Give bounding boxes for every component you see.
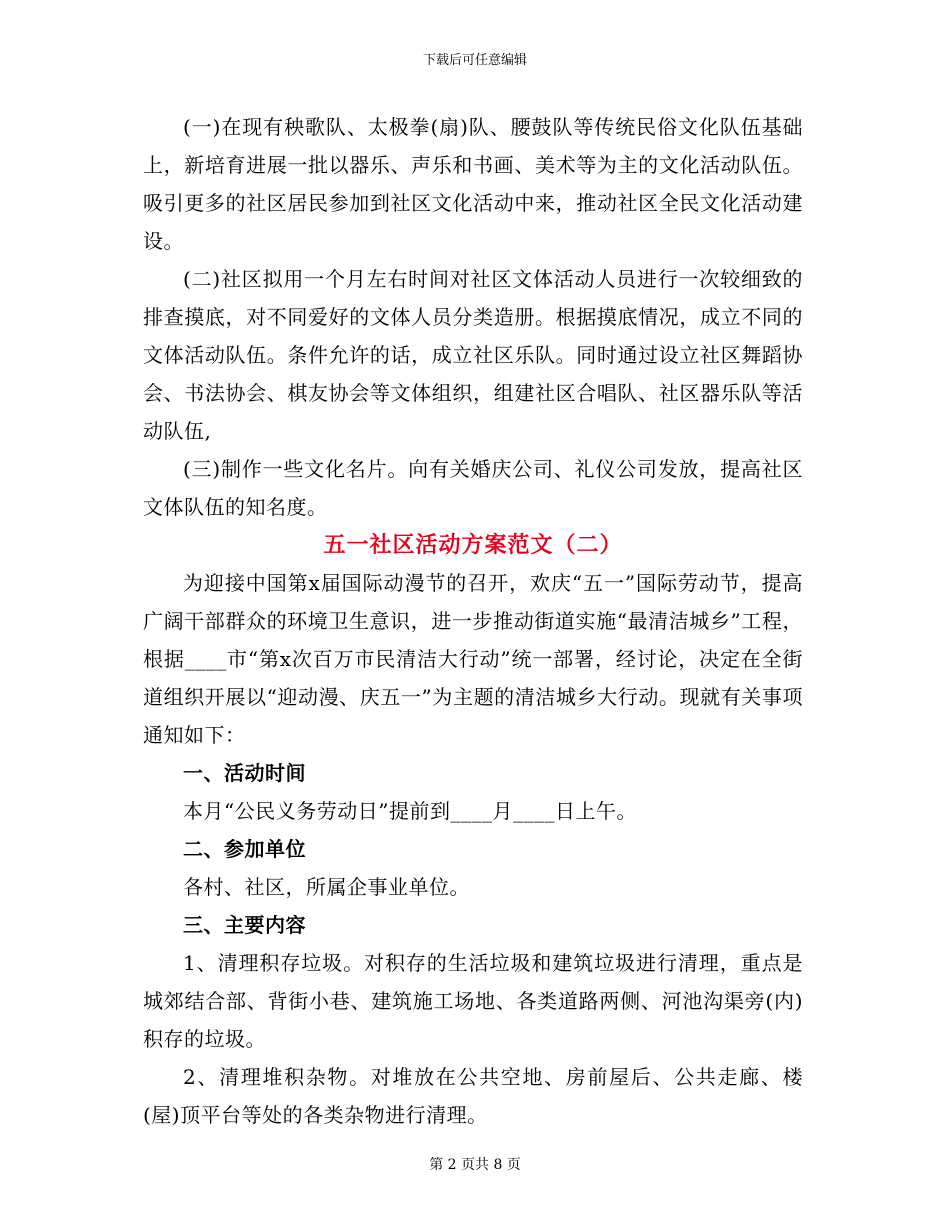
heading-participants: 二、参加单位 <box>183 837 306 861</box>
document-body <box>143 108 803 1134</box>
heading-activity-time: 一、活动时间 <box>183 761 306 785</box>
heading-main-content: 三、主要内容 <box>183 913 306 937</box>
content-item-2: 2、清理堆积杂物。对堆放在公共空地、房前屋后、公共走廊、楼(屋)顶平台等处的各类杂物进行清理。 <box>143 1065 803 1127</box>
paragraph-2: (二)社区拟用一个月左右时间对社区文体活动人员进行一次较细致的排查摸底，对不同爱好的文体人员分类造册。根据摸底情况，成立不同的文体活动队伍。条件允许的话，成立社区乐队。同时通过设立社区舞蹈协会、书法协会、棋友协会等文体组织，组建社区合唱队、社区器乐队等活动队伍, <box>143 267 803 443</box>
page-header: 下载后可任意编辑 <box>422 53 527 68</box>
section-title: 五一社区活动方案范文（二） <box>323 532 623 558</box>
page-footer: 第 2 页共 8 页 <box>429 1157 521 1173</box>
participants-text: 各村、社区，所属企事业单位。 <box>183 875 470 899</box>
paragraph-3: (三)制作一些文化名片。向有关婚庆公司、礼仪公司发放，提高社区文体队伍的知名度。 <box>143 457 803 519</box>
paragraph-1: (一)在现有秧歌队、太极拳(扇)队、腰鼓队等传统民俗文化队伍基础上，新培育进展一批以器乐、声乐和书画、美术等为主的文化活动队伍。吸引更多的社区居民参加到社区文化活动中来，推动社区全民文化活动建设。 <box>143 115 803 253</box>
activity-time-text: 本月“公民义务劳动日”提前到____月____日上午。 <box>183 799 637 823</box>
content-item-1: 1、清理积存垃圾。对积存的生活垃圾和建筑垃圾进行清理，重点是城郊结合部、背街小巷、建筑施工场地、各类道路两侧、河池沟渠旁(内)积存的垃圾。 <box>143 951 803 1051</box>
intro-paragraph: 为迎接中国第x届国际动漫节的召开，欢庆“五一”国际劳动节，提高广阔干部群众的环境卫生意识，进一步推动街道实施“最清洁城乡”工程，根据____市“第x次百万市民清洁大行动”统一部署，经讨论，决定在全街道组织开展以“迎动漫、庆五一”为主题的清洁城乡大行动。现就有关事项通知如下： <box>143 571 803 747</box>
